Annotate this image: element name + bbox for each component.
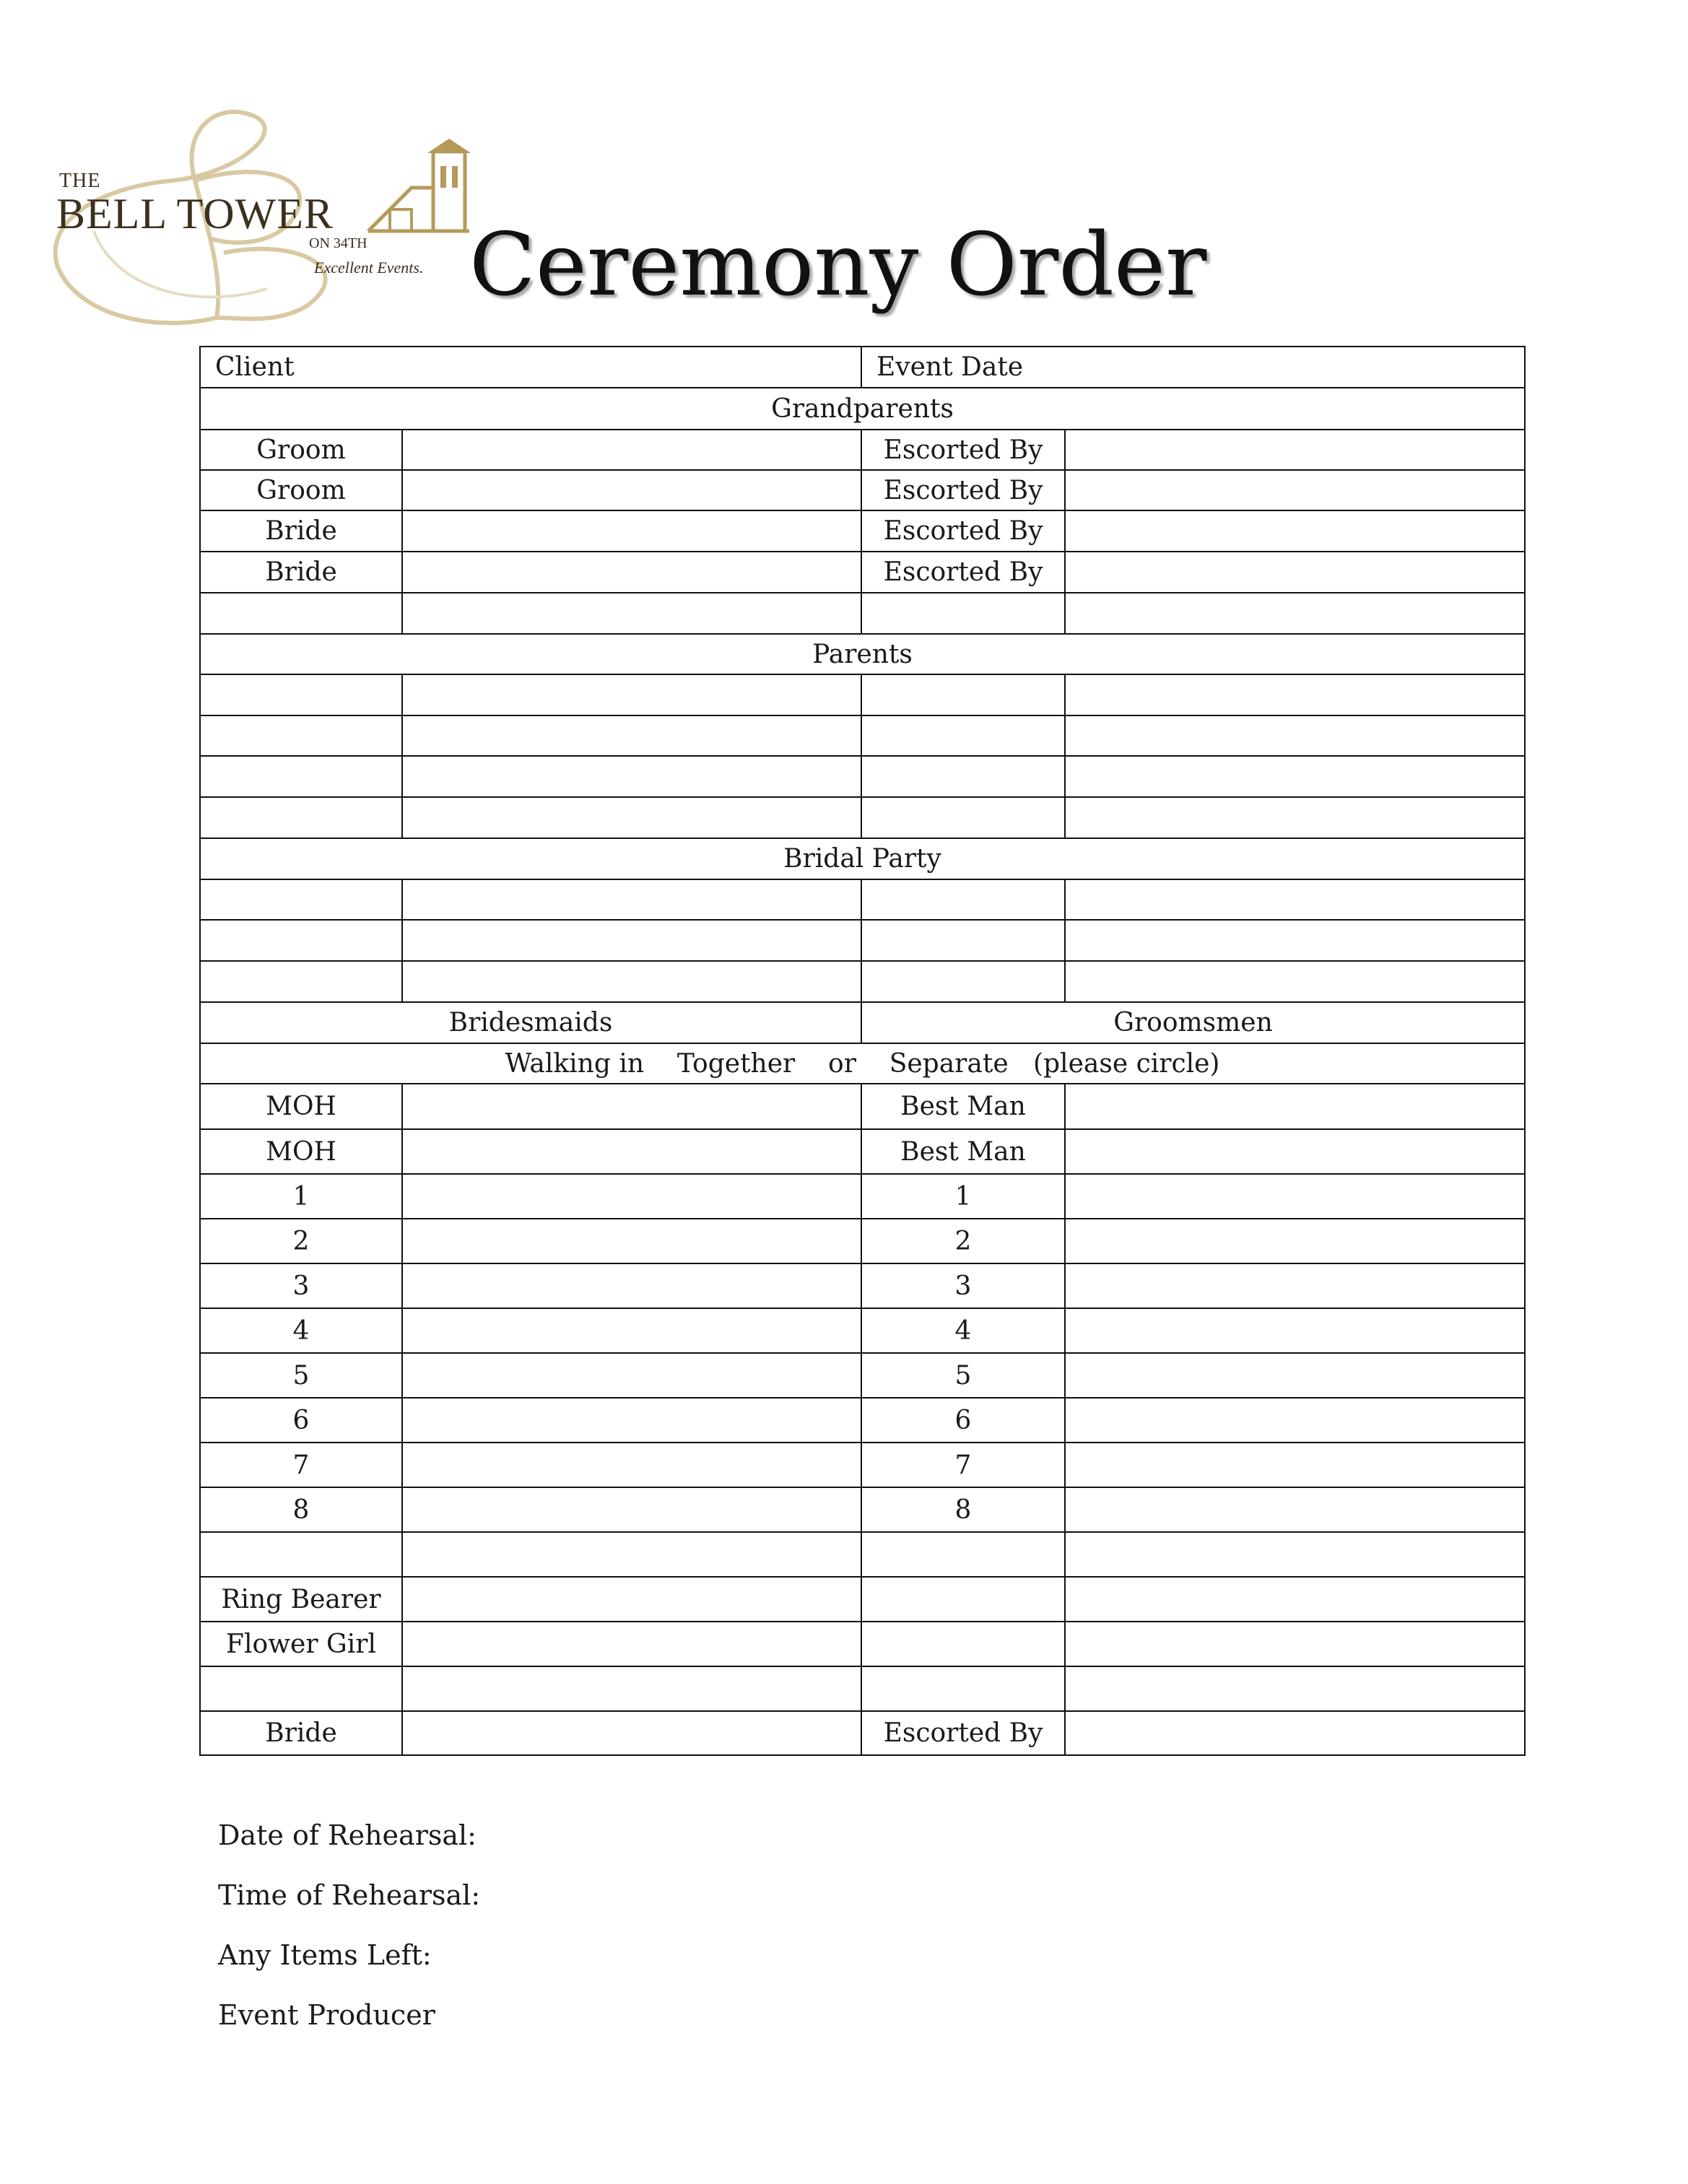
table-row (200, 879, 1525, 920)
section-parents: Parents (200, 634, 1525, 674)
or-label: or (828, 1048, 856, 1079)
section-bridal-party: Bridal Party (200, 838, 1525, 879)
bridesmaid-label: 5 (200, 1353, 402, 1398)
table-row (200, 674, 1525, 715)
table-row (200, 1174, 1525, 1219)
walking-in-label: Walking in (505, 1048, 645, 1079)
blank-cell[interactable] (200, 1666, 402, 1711)
groomsman-label: 4 (861, 1308, 1065, 1353)
groomsman-label: 1 (861, 1174, 1065, 1219)
table-row (200, 961, 1525, 1002)
role-label: Bride (200, 510, 402, 552)
ring-bearer-name-field[interactable] (402, 1577, 861, 1622)
groomsman-name-field[interactable] (1065, 1129, 1525, 1174)
walking-row (200, 1043, 1525, 1084)
groomsman-name-field[interactable] (1065, 1443, 1525, 1487)
page-title: Ceremony Order (469, 215, 1207, 316)
table-row (200, 1532, 1525, 1577)
groomsmen-header: Groomsmen (861, 1002, 1525, 1043)
name-field[interactable] (402, 552, 861, 593)
name-field[interactable] (402, 510, 861, 552)
section-grandparents: Grandparents (200, 388, 1525, 430)
bell-tower-logo (51, 101, 477, 339)
bridesmaid-label: 7 (200, 1443, 402, 1487)
groomsman-name-field[interactable] (1065, 1219, 1525, 1263)
flower-girl-label: Flower Girl (200, 1622, 402, 1666)
escort-label: Escorted By (861, 552, 1065, 593)
table-row (200, 920, 1525, 961)
blank-cell[interactable] (861, 756, 1065, 797)
blank-cell[interactable] (200, 879, 402, 920)
blank-cell[interactable] (861, 1622, 1065, 1666)
table-row (200, 756, 1525, 797)
circle-note: (please circle) (1032, 1048, 1220, 1079)
items-left-label: Any Items Left: (218, 1939, 432, 1971)
table-row (200, 430, 1525, 470)
event-date-field[interactable]: Event Date (861, 347, 1525, 388)
name-field[interactable] (402, 470, 861, 510)
blank-cell[interactable] (200, 756, 402, 797)
logo-tagline: Excellent Events. (314, 258, 424, 277)
blank-cell[interactable] (861, 593, 1065, 634)
groomsman-label: 2 (861, 1219, 1065, 1263)
logo-the: THE (59, 170, 101, 192)
blank-cell[interactable] (200, 1532, 402, 1577)
groomsman-label: 5 (861, 1353, 1065, 1398)
blank-cell[interactable] (1065, 1532, 1525, 1577)
table-row (200, 1666, 1525, 1711)
blank-cell[interactable] (200, 797, 402, 838)
blank-cell[interactable] (200, 961, 402, 1002)
escort-label: Escorted By (861, 510, 1065, 552)
table-row (200, 1084, 1525, 1129)
groomsman-name-field[interactable] (1065, 1353, 1525, 1398)
escort-field[interactable] (1065, 1711, 1525, 1755)
blank-cell[interactable] (861, 920, 1065, 961)
blank-cell[interactable] (861, 715, 1065, 756)
bridesmaid-label: 6 (200, 1398, 402, 1443)
groomsman-label: Best Man (861, 1084, 1065, 1129)
blank-cell[interactable] (861, 1532, 1065, 1577)
blank-cell[interactable] (861, 879, 1065, 920)
bride-name-field[interactable] (402, 1711, 861, 1755)
bridesmaid-label: 3 (200, 1263, 402, 1308)
bridesmaid-name-field[interactable] (402, 1487, 861, 1532)
blank-cell[interactable] (402, 1532, 861, 1577)
rehearsal-time-label: Time of Rehearsal: (218, 1879, 481, 1911)
bridesmaid-name-field[interactable] (402, 1443, 861, 1487)
together-option[interactable]: Together (676, 1048, 796, 1079)
blank-cell[interactable] (1065, 715, 1525, 756)
table-row (200, 1398, 1525, 1443)
bridesmaid-label: 1 (200, 1174, 402, 1219)
separate-option[interactable]: Separate (889, 1048, 1009, 1079)
section-header-row (200, 634, 1525, 674)
rehearsal-date-label: Date of Rehearsal: (218, 1819, 477, 1851)
blank-cell[interactable] (402, 715, 861, 756)
role-label: Groom (200, 430, 402, 470)
bridesmaid-name-field[interactable] (402, 1263, 861, 1308)
ring-bearer-label: Ring Bearer (200, 1577, 402, 1622)
blank-cell[interactable] (200, 715, 402, 756)
blank-cell[interactable] (861, 1666, 1065, 1711)
blank-cell[interactable] (861, 797, 1065, 838)
blank-cell[interactable] (200, 920, 402, 961)
blank-cell[interactable] (1065, 674, 1525, 715)
blank-cell[interactable] (1065, 1666, 1525, 1711)
blank-cell[interactable] (402, 920, 861, 961)
table-row (200, 1487, 1525, 1532)
blank-cell[interactable] (200, 674, 402, 715)
table-row (200, 470, 1525, 510)
bridesmaid-label: 4 (200, 1308, 402, 1353)
groomsman-name-field[interactable] (1065, 1174, 1525, 1219)
blank-cell[interactable] (861, 1577, 1065, 1622)
escort-field[interactable] (1065, 510, 1525, 552)
table-row (200, 593, 1525, 634)
blank-cell[interactable] (1065, 756, 1525, 797)
table-row (200, 1308, 1525, 1353)
groomsman-name-field[interactable] (1065, 1487, 1525, 1532)
groomsman-name-field[interactable] (1065, 1398, 1525, 1443)
table-row (200, 715, 1525, 756)
blank-cell[interactable] (1065, 920, 1525, 961)
blank-cell[interactable] (402, 674, 861, 715)
blank-cell[interactable] (402, 879, 861, 920)
table-row (200, 1219, 1525, 1263)
bridesmaid-label: 2 (200, 1219, 402, 1263)
table-row (200, 1443, 1525, 1487)
party-split-row (200, 1002, 1525, 1043)
role-label: Groom (200, 470, 402, 510)
table-row (200, 1577, 1525, 1622)
groomsman-name-field[interactable] (1065, 1308, 1525, 1353)
bridesmaid-label: MOH (200, 1084, 402, 1129)
groomsman-label: 8 (861, 1487, 1065, 1532)
bridesmaid-name-field[interactable] (402, 1129, 861, 1174)
blank-cell[interactable] (1065, 879, 1525, 920)
section-header-row (200, 838, 1525, 879)
blank-cell[interactable] (1065, 1622, 1525, 1666)
bridesmaid-label: 8 (200, 1487, 402, 1532)
bridesmaid-label: MOH (200, 1129, 402, 1174)
flower-girl-name-field[interactable] (402, 1622, 861, 1666)
groomsman-label: 6 (861, 1398, 1065, 1443)
client-field[interactable]: Client (200, 347, 861, 388)
blank-cell[interactable] (402, 961, 861, 1002)
blank-cell[interactable] (402, 797, 861, 838)
bridesmaids-header: Bridesmaids (200, 1002, 861, 1043)
escort-field[interactable] (1065, 552, 1525, 593)
bridesmaid-name-field[interactable] (402, 1084, 861, 1129)
table-row (200, 1622, 1525, 1666)
groomsman-name-field[interactable] (1065, 1263, 1525, 1308)
blank-cell[interactable] (861, 961, 1065, 1002)
section-header-row (200, 388, 1525, 430)
event-producer-label: Event Producer (218, 1999, 435, 2031)
groomsman-label: 7 (861, 1443, 1065, 1487)
table-row (200, 510, 1525, 552)
escort-label: Escorted By (861, 470, 1065, 510)
table-row (200, 797, 1525, 838)
table-row (200, 1129, 1525, 1174)
escort-label: Escorted By (861, 430, 1065, 470)
groomsman-label: Best Man (861, 1129, 1065, 1174)
ceremony-order-table (199, 346, 1526, 1756)
blank-cell[interactable] (1065, 1577, 1525, 1622)
blank-cell[interactable] (861, 674, 1065, 715)
bride-label: Bride (200, 1711, 402, 1755)
blank-cell[interactable] (1065, 961, 1525, 1002)
escort-label: Escorted By (861, 1711, 1065, 1755)
groomsman-name-field[interactable] (1065, 1084, 1525, 1129)
logo-location: ON 34TH (309, 235, 367, 251)
bridesmaid-name-field[interactable] (402, 1398, 861, 1443)
groomsman-label: 3 (861, 1263, 1065, 1308)
blank-cell[interactable] (1065, 797, 1525, 838)
walking-option (200, 1043, 1525, 1084)
blank-cell[interactable] (1065, 593, 1525, 634)
blank-cell[interactable] (402, 593, 861, 634)
bridesmaid-name-field[interactable] (402, 1174, 861, 1219)
blank-cell[interactable] (402, 756, 861, 797)
blank-cell[interactable] (200, 593, 402, 634)
bridesmaid-name-field[interactable] (402, 1353, 861, 1398)
logo-name: BELL TOWER (56, 190, 334, 238)
blank-cell[interactable] (402, 1666, 861, 1711)
client-row (200, 347, 1525, 388)
name-field[interactable] (402, 430, 861, 470)
escort-field[interactable] (1065, 470, 1525, 510)
table-row (200, 1263, 1525, 1308)
table-row (200, 552, 1525, 593)
escort-field[interactable] (1065, 430, 1525, 470)
table-row (200, 1353, 1525, 1398)
bridesmaid-name-field[interactable] (402, 1219, 861, 1263)
table-row (200, 1711, 1525, 1755)
role-label: Bride (200, 552, 402, 593)
bridesmaid-name-field[interactable] (402, 1308, 861, 1353)
